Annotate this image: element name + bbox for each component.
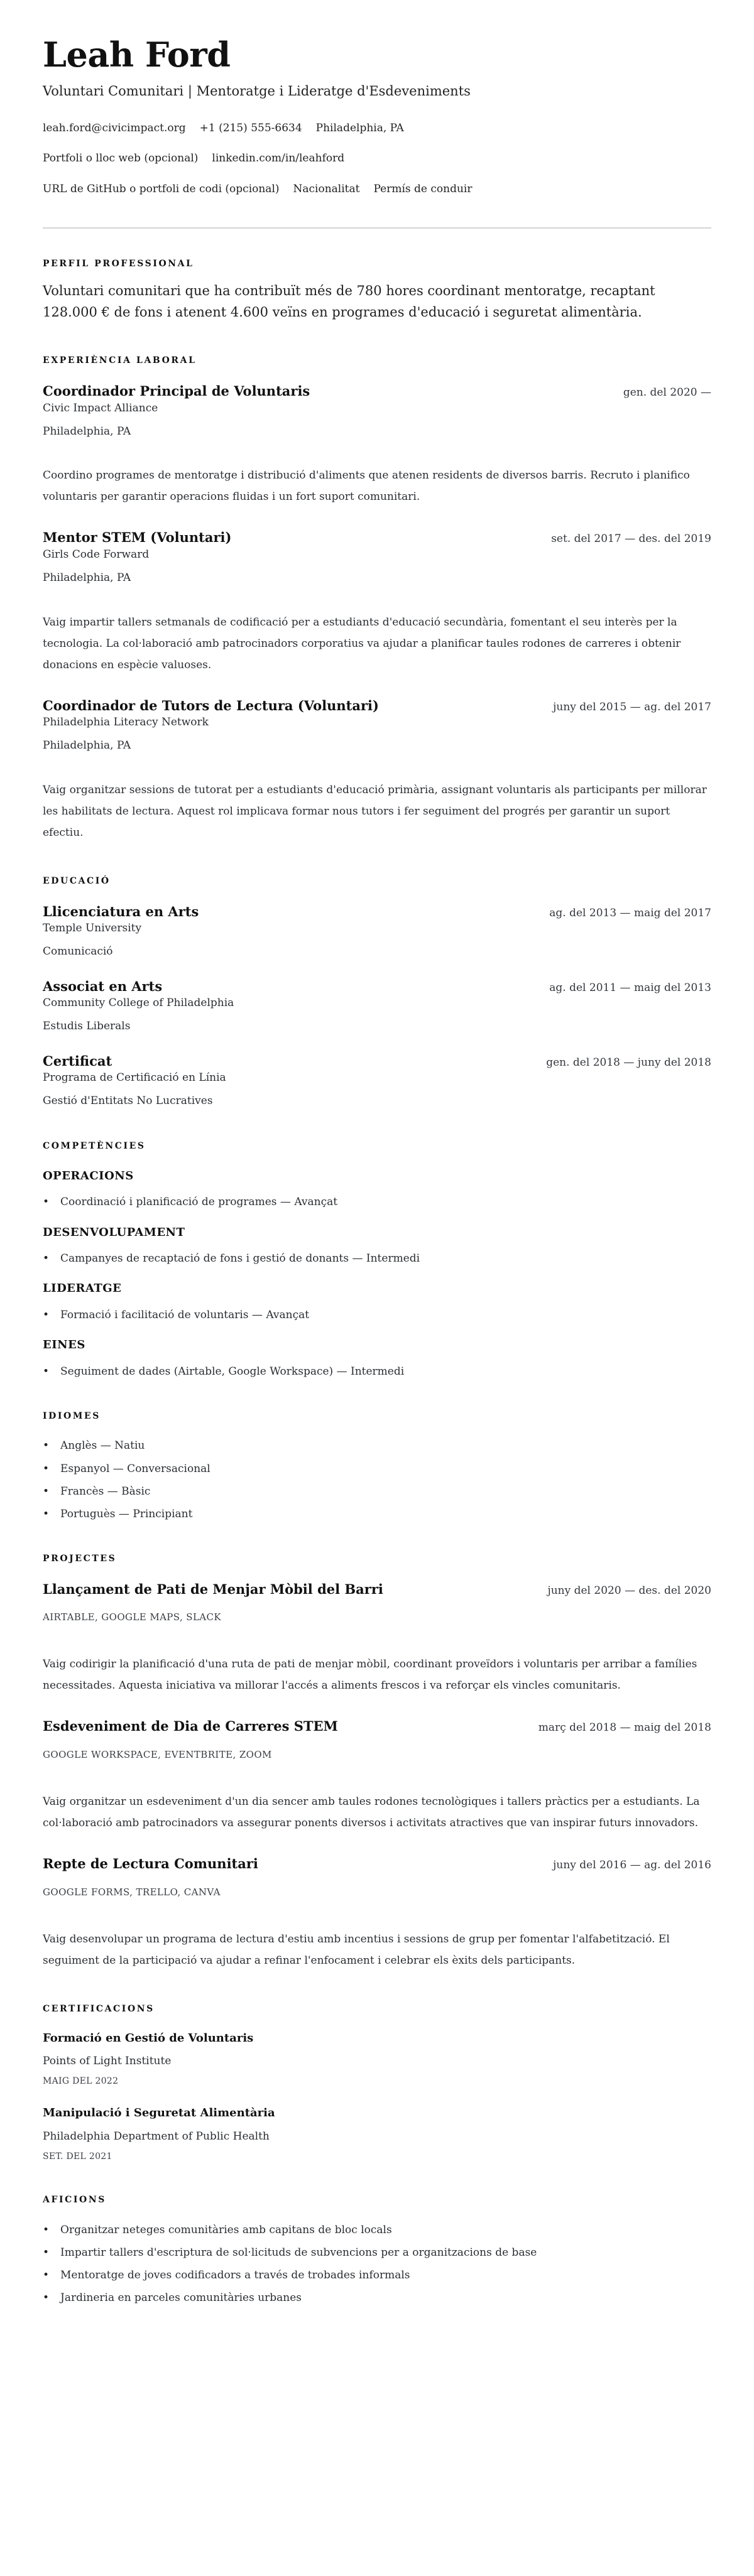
resume-header <box>43 35 711 196</box>
skill-group-title: LIDERATGE <box>43 1282 122 1296</box>
contact-email[interactable]: leah.ford@civicimpact.org <box>43 122 186 135</box>
project-tech: AIRTABLE, GOOGLE MAPS, SLACK <box>43 1611 222 1623</box>
project-tech: GOOGLE WORKSPACE, EVENTBRITE, ZOOM <box>43 1748 272 1760</box>
skill-list <box>43 1252 711 1265</box>
contact-row-extra <box>43 182 711 196</box>
school-name: Temple University <box>43 921 142 934</box>
skill-item: • Campanyes de recaptació de fons i gestió de donants — Intermedi <box>43 1252 711 1265</box>
job-location: Philadelphia, PA <box>43 425 131 438</box>
degree-title: Certificat <box>43 1053 112 1069</box>
job-title: Coordinador de Tutors de Lectura (Voluntari) <box>43 697 379 713</box>
contact-location: Philadelphia, PA <box>315 122 404 135</box>
job-organization: Civic Impact Alliance <box>43 401 158 414</box>
project-dates: juny del 2020 — des. del 2020 <box>547 1584 711 1597</box>
experience-item-header <box>43 697 711 714</box>
project-item <box>43 1855 711 1971</box>
section-education <box>43 876 711 1108</box>
section-title-experience: EXPERIÈNCIA LABORAL <box>43 355 197 366</box>
job-description: Coordino programes de mentoratge i distribució d'aliments que atenen residents de diversos barris. Recruto i planifico voluntaris per garantir operacions fluidas i un fort suport comunitari. <box>43 469 690 504</box>
experience-item-header <box>43 529 711 546</box>
language-item: • Anglès — Natiu <box>43 1439 711 1453</box>
skill-group-leadership <box>43 1282 711 1322</box>
section-title-education: EDUCACIÓ <box>43 875 111 886</box>
skill-item: • Seguiment de dades (Airtable, Google Workspace) — Intermedi <box>43 1365 711 1378</box>
project-item-header <box>43 1581 711 1598</box>
skill-group-title: DESENVOLUPAMENT <box>43 1225 185 1239</box>
section-projects <box>43 1554 711 1971</box>
job-description: Vaig impartir tallers setmanals de codificació per a estudiants d'educació secundària, fomentant el seu interès per la tecnologia. La col·laboració amb patrocinadors corporatius va ajudar a planificar taules rodones de carreres i obtenir donacions en espècie valuoses. <box>43 615 681 671</box>
job-dates: juny del 2015 — ag. del 2017 <box>553 700 711 713</box>
certification-date: SET. DEL 2021 <box>43 2151 112 2162</box>
hobby-item: • Organitzar neteges comunitàries amb capitans de bloc locals <box>43 2223 711 2237</box>
contact-driving-license: Permís de conduir <box>373 182 473 195</box>
project-dates: juny del 2016 — ag. del 2016 <box>553 1859 711 1872</box>
certification-issuer: Points of Light Institute <box>43 2055 172 2068</box>
project-description: Vaig organitzar un esdeveniment d'un dia sencer amb taules rodones tecnològiques i tallers pràctics per a estudiants. La col·laboració amb patrocinadors va assegurar ponents diversos i activitats atractives que van inspirar futurs innovadors. <box>43 1795 700 1830</box>
contact-row-links <box>43 151 711 165</box>
section-title-projects: PROJECTES <box>43 1553 117 1564</box>
project-item <box>43 1581 711 1697</box>
skill-group-title: EINES <box>43 1338 85 1351</box>
degree-title: Llicenciatura en Arts <box>43 903 199 919</box>
job-title: Coordinador Principal de Voluntaris <box>43 383 310 399</box>
language-list <box>43 1439 711 1520</box>
contact-info <box>43 121 711 195</box>
project-description: Vaig codirigir la planificació d'una ruta de pati de menjar mòbil, coordinant proveïdors i voluntaris per arribar a famílies necessitades. Aquesta iniciativa va millorar l'accés a aliments frescos i va reforçar els vincles comunitaris. <box>43 1658 697 1692</box>
contact-portfolio[interactable]: Portfoli o lloc web (opcional) <box>43 152 199 165</box>
certification-item <box>43 2106 711 2162</box>
job-organization: Philadelphia Literacy Network <box>43 715 209 728</box>
job-title: Mentor STEM (Voluntari) <box>43 529 232 546</box>
project-description: Vaig desenvolupar un programa de lectura d'estiu amb incentius i sessions de grup per fomentar l'alfabetització. El seguiment de la participació va ajudar a refinar l'enfocament i celebrar els èxits dels participants. <box>43 1933 670 1967</box>
section-languages <box>43 1411 711 1521</box>
candidate-tagline: Voluntari Comunitari | Mentoratge i Lideratge d'Esdeveniments <box>43 84 471 99</box>
contact-linkedin[interactable]: linkedin.com/in/leahford <box>212 152 345 165</box>
skill-group-title: OPERACIONS <box>43 1169 134 1182</box>
skill-group-tools <box>43 1338 711 1378</box>
section-title-skills: COMPETÈNCIES <box>43 1141 146 1152</box>
project-item-header <box>43 1855 711 1872</box>
section-skills <box>43 1141 711 1378</box>
certification-item <box>43 2031 711 2087</box>
certification-name: Formació en Gestió de Voluntaris <box>43 2031 254 2045</box>
contact-phone[interactable]: +1 (215) 555-6634 <box>199 122 302 135</box>
field-of-study: Comunicació <box>43 944 113 958</box>
education-item <box>43 978 711 1034</box>
section-experience <box>43 355 711 843</box>
section-certifications <box>43 2004 711 2162</box>
section-title-hobbies: AFICIONS <box>43 2195 106 2205</box>
skill-list <box>43 1308 711 1322</box>
skill-list <box>43 1195 711 1209</box>
skill-item: • Coordinació i planificació de programes — Avançat <box>43 1195 711 1209</box>
job-dates: gen. del 2020 — <box>623 386 711 399</box>
contact-github[interactable]: URL de GitHub o portfoli de codi (opcional) <box>43 182 280 195</box>
certification-date: MAIG DEL 2022 <box>43 2076 119 2087</box>
education-item-header <box>43 903 711 920</box>
education-item-header <box>43 978 711 995</box>
project-item <box>43 1718 711 1834</box>
field-of-study: Gestió d'Entitats No Lucratives <box>43 1095 213 1108</box>
hobby-item: • Impartir tallers d'escriptura de sol·licituds de subvencions per a organitzacions de base <box>43 2246 711 2259</box>
hobby-item: • Mentoratge de joves codificadors a través de trobades informals <box>43 2268 711 2282</box>
education-item <box>43 903 711 959</box>
field-of-study: Estudis Liberals <box>43 1019 131 1032</box>
contact-nationality: Nacionalitat <box>293 182 360 195</box>
experience-item-header <box>43 382 711 399</box>
job-location: Philadelphia, PA <box>43 571 131 584</box>
project-title: Llançament de Pati de Menjar Mòbil del Barri <box>43 1581 383 1597</box>
section-title-summary: PERFIL PROFESSIONAL <box>43 258 194 269</box>
education-dates: gen. del 2018 — juny del 2018 <box>546 1056 711 1069</box>
degree-title: Associat en Arts <box>43 978 163 994</box>
education-dates: ag. del 2011 — maig del 2013 <box>549 981 711 994</box>
education-dates: ag. del 2013 — maig del 2017 <box>549 906 711 919</box>
experience-item <box>43 697 711 843</box>
contact-row-primary <box>43 121 711 135</box>
skill-item: • Formació i facilitació de voluntaris — Avançat <box>43 1308 711 1322</box>
job-description: Vaig organitzar sessions de tutorat per a estudiants d'educació primària, assignant voluntaris als participants per millorar les habilitats de lectura. Aquest rol implicava formar nous tutors i fer seguiment del progrés per garantir un suport efectiu. <box>43 783 707 839</box>
certification-issuer: Philadelphia Department of Public Health <box>43 2130 270 2143</box>
section-hobbies <box>43 2195 711 2305</box>
hobby-item: • Jardineria en parceles comunitàries urbanes <box>43 2291 711 2305</box>
school-name: Community College of Philadelphia <box>43 997 234 1010</box>
summary-text: Voluntari comunitari que ha contribuït més de 780 hores coordinant mentoratge, recaptant 128.000 € de fons i atenent 4.600 veïns en programes d'educació i seguretat alimentària. <box>43 283 655 320</box>
skill-group-development <box>43 1226 711 1266</box>
header-divider <box>43 227 711 229</box>
language-item: • Portuguès — Principiant <box>43 1507 711 1521</box>
candidate-name: Leah Ford <box>43 35 231 75</box>
project-tech: GOOGLE FORMS, TRELLO, CANVA <box>43 1886 221 1898</box>
language-item: • Espanyol — Conversacional <box>43 1462 711 1476</box>
section-summary <box>43 259 711 323</box>
skill-list <box>43 1365 711 1378</box>
project-title: Repte de Lectura Comunitari <box>43 1856 258 1872</box>
section-title-certifications: CERTIFICACIONS <box>43 2004 155 2014</box>
education-item <box>43 1053 711 1108</box>
project-item-header <box>43 1718 711 1734</box>
project-title: Esdeveniment de Dia de Carreres STEM <box>43 1718 338 1734</box>
education-item-header <box>43 1053 711 1069</box>
project-dates: març del 2018 — maig del 2018 <box>538 1721 711 1734</box>
certification-name: Manipulació i Seguretat Alimentària <box>43 2106 275 2120</box>
language-item: • Francès — Bàsic <box>43 1485 711 1498</box>
job-organization: Girls Code Forward <box>43 548 150 561</box>
skill-group-operations <box>43 1169 711 1210</box>
job-location: Philadelphia, PA <box>43 739 131 752</box>
hobby-list <box>43 2223 711 2305</box>
section-title-languages: IDIOMES <box>43 1410 101 1421</box>
school-name: Programa de Certificació en Línia <box>43 1071 226 1085</box>
job-dates: set. del 2017 — des. del 2019 <box>551 533 711 546</box>
experience-item <box>43 382 711 507</box>
experience-item <box>43 529 711 675</box>
